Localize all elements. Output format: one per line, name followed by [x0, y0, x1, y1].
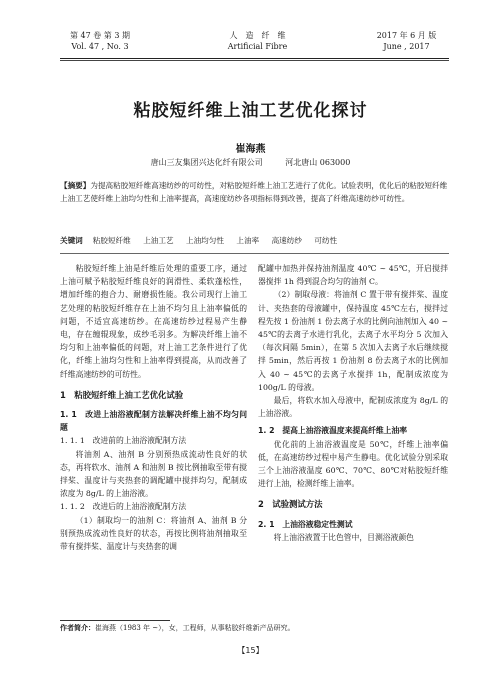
paragraph-5: 最后，将软水加入母液中，配制成浓度为 8g/L 的上油浴液。 [258, 396, 448, 419]
paragraph-2: （1）制取均一的油剂 C：将油剂 A、油剂 B 分别预热成流动性良好的状态，再按比例将油剂抽取至带有搅拌桨、温度计与夹热套的调 [60, 515, 247, 552]
intro-paragraph: 粘胶短纤维上油是纤维后处理的重要工序，通过上油可赋予粘胶短纤维良好的润滑性、柔软蓬松性，增加纤维的抱合力、耐磨损性能。我公司现行上油工艺处理的粘胶短纤维存在上油不均匀且上油率偏低的问题，不适宜高速纺纱。在高速纺纱过程易产生静电，存在缠辊现象，成纱毛羽多。为解决纤维上油不均匀和上油率偏低的问题，对上油工艺条件进行了优化，纤维上油均匀性和上油率得到提高，从而改善了纤维高速纺纱的可纺性。 [60, 264, 247, 379]
right-column [258, 262, 448, 544]
page-number: 【15】 [237, 646, 264, 655]
keywords-rule [60, 253, 449, 254]
header-rule [60, 58, 449, 59]
header-date-en: June , 2017 [383, 42, 430, 51]
footnote-rule [60, 620, 170, 621]
keyword-item: 高速纺纱 [271, 236, 302, 245]
section-1-1-2-heading: 1. 1. 2 改进后的上油浴液配制方法 [60, 502, 187, 512]
paragraph-6: 优化前的上油浴液温度是 50℃，纤维上油率偏低，在高速纺纱过程中易产生静电。优化试验分别采取三个上油浴液温度 60℃、70℃、80℃对粘胶短纤维进行上油，检测纤维上油率。 [258, 439, 448, 489]
paper-title: 粘胶短纤维上油工艺优化探讨 [133, 101, 368, 121]
section-2-heading: 2 试验测试方法 [258, 499, 323, 510]
paragraph-4: （2）制取母液：将油剂 C 置于带有搅拌桨、温度计、夹热套的母液罐中，保持温度 45℃左右，搅拌过程先按 1 份油剂 1 份去离子水的比例向油剂加入 40 ~ 45℃的去离子水进行乳化，去离子水平均分 5 次加入（每次间隔 5min），在第 5 次加入去离子水后继续搅拌 5min，然后再按 1 份油剂 8 份去离子水的比例加入 40 ~ 45℃的去离子水搅拌 1h，配制成浓度为 100g/L 的母液。 [258, 290, 448, 392]
header-journal [210, 30, 305, 52]
abstract-label: 【摘要】 [60, 181, 91, 190]
header-volume [60, 30, 140, 52]
keyword-item: 上油均匀性 [185, 236, 224, 245]
affiliation-place: 河北唐山 063000 [285, 158, 351, 167]
header-rule-thin [60, 60, 449, 61]
keyword-item: 上油率 [236, 236, 260, 245]
header-date [364, 30, 449, 52]
keyword-item: 上油工艺 [143, 236, 174, 245]
footnote-label: 作者简介： [60, 624, 95, 632]
paper-affiliation [0, 157, 501, 168]
header-volume-cn: 第 47 卷 第 3 期 [70, 31, 130, 40]
section-1-heading: 1 粘胶短纤维上油工艺优化试验 [60, 389, 184, 400]
keywords-label: 关键词 [60, 236, 83, 245]
left-column [60, 262, 247, 553]
section-2-1-heading: 2. 1 上油浴液稳定性测试 [258, 519, 353, 529]
paragraph-3: 配罐中加热并保持油剂温度 40℃ ~ 45℃，开启搅拌器搅拌 1h 得到混合均匀的油剂 C。 [258, 264, 448, 287]
section-1-2-heading: 1. 2 提高上油浴液温度来提高纤维上油率 [258, 426, 408, 436]
footnote-text: 崔海燕（1983 年 ~），女，工程师，从事粘胶纤维新产品研究。 [95, 624, 295, 632]
footnote [60, 623, 295, 633]
header-journal-en: Artificial Fibre [227, 42, 288, 51]
header-journal-cn: 人 造 纤 维 [229, 31, 286, 40]
header-date-cn: 2017 年 6 月 版 [376, 31, 437, 40]
running-header [60, 30, 449, 60]
abstract [60, 180, 450, 205]
keywords [60, 235, 450, 247]
paragraph-7: 将上油浴液置于比色管中，目测浴液颜色 [273, 532, 414, 542]
paper-author: 崔海燕 [235, 144, 266, 155]
section-1-1-heading: 1. 1 改进上油浴液配制方法解决纤维上油不均匀问题 [60, 410, 247, 433]
affiliation-org: 唐山三友集团兴达化纤有限公司 [150, 158, 263, 167]
abstract-text: 为提高粘胶短纤维高速纺纱的可纺性，对粘胶短纤维上油工艺进行了优化。试验表明，优化后的粘胶短纤维上油工艺使纤维上油均匀性和上油率提高，高速度纺纱各项指标得到改善，提高了纤维高速纺纱可纺性。 [60, 181, 448, 203]
section-1-1-1-heading: 1. 1. 1 改进前的上油浴液配制方法 [60, 436, 187, 446]
header-volume-en: Vol. 47 , No. 3 [71, 42, 129, 51]
keyword-item: 可纺性 [314, 236, 338, 245]
paragraph-1: 将油剂 A、油剂 B 分别预热成流动性良好的状态，再将软水、油剂 A 和油剂 B 按比例抽取至带有搅拌桨、温度计与夹热套的调配罐中搅拌均匀，配制成浓度为 8g/L 的上油浴液。 [60, 449, 247, 499]
keyword-item: 粘胶短纤维 [92, 236, 131, 245]
